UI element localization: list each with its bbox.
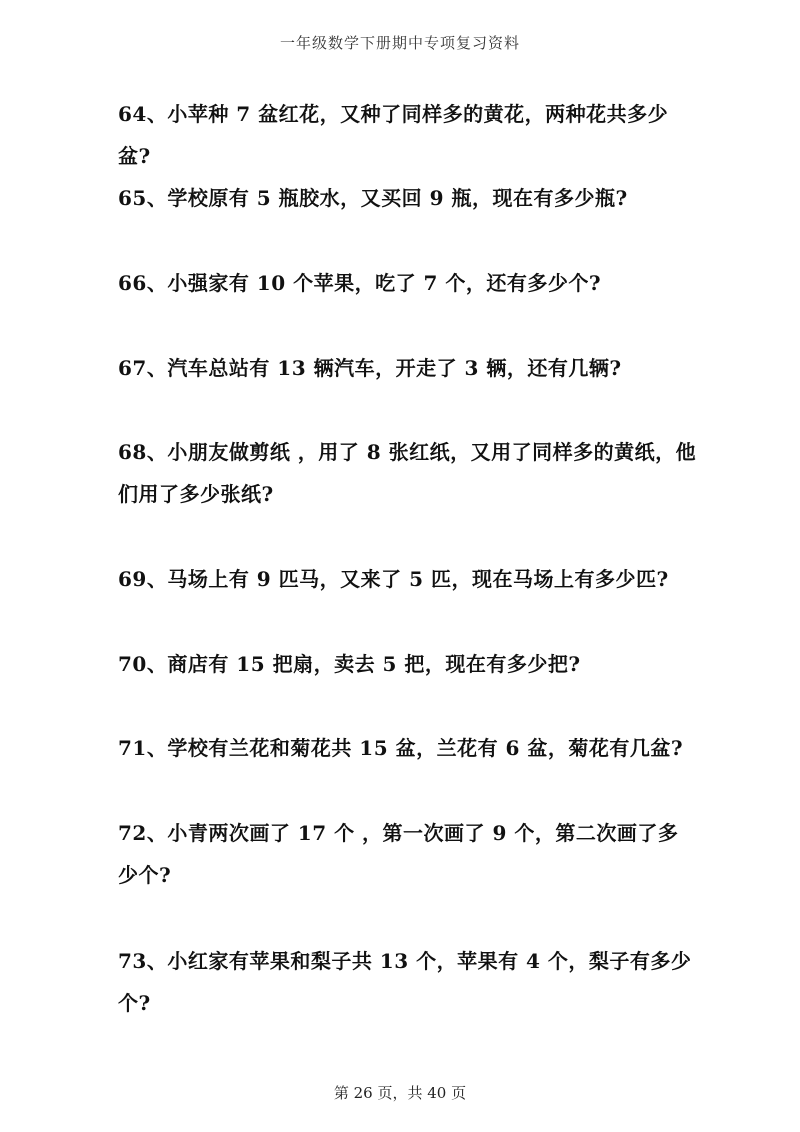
question-65: 65、学校原有 5 瓶胶水，又买回 9 瓶，现在有多少瓶? [118,186,628,210]
page-header-title: 一年级数学下册期中专项复习资料 [279,34,520,52]
question-72: 72、小青两次画了 17 个 ，第一次画了 9 个，第二次画了多少个? [118,821,679,887]
question-70: 70、商店有 15 把扇，卖去 5 把，现在有多少把? [118,652,581,676]
question-67: 67、汽车总站有 13 辆汽车，开走了 3 辆，还有几辆? [118,356,622,380]
page-number-footer: 第 26 页，共 40 页 [333,1084,467,1102]
question-73: 73、小红家有苹果和梨子共 13 个，苹果有 4 个，梨子有多少个? [118,949,692,1015]
question-64: 64、小苹种 7 盆红花，又种了同样多的黄花，两种花共多少盆? [118,102,669,168]
question-71: 71、学校有兰花和菊花共 15 盆，兰花有 6 盆，菊花有几盆? [118,736,684,760]
question-68: 68、小朋友做剪纸 ，用了 8 张红纸，又用了同样多的黄纸，他们用了多少张纸? [118,440,697,506]
question-66: 66、小强家有 10 个苹果，吃了 7 个，还有多少个? [118,271,602,295]
question-69: 69、马场上有 9 匹马，又来了 5 匹，现在马场上有多少匹? [118,567,669,591]
